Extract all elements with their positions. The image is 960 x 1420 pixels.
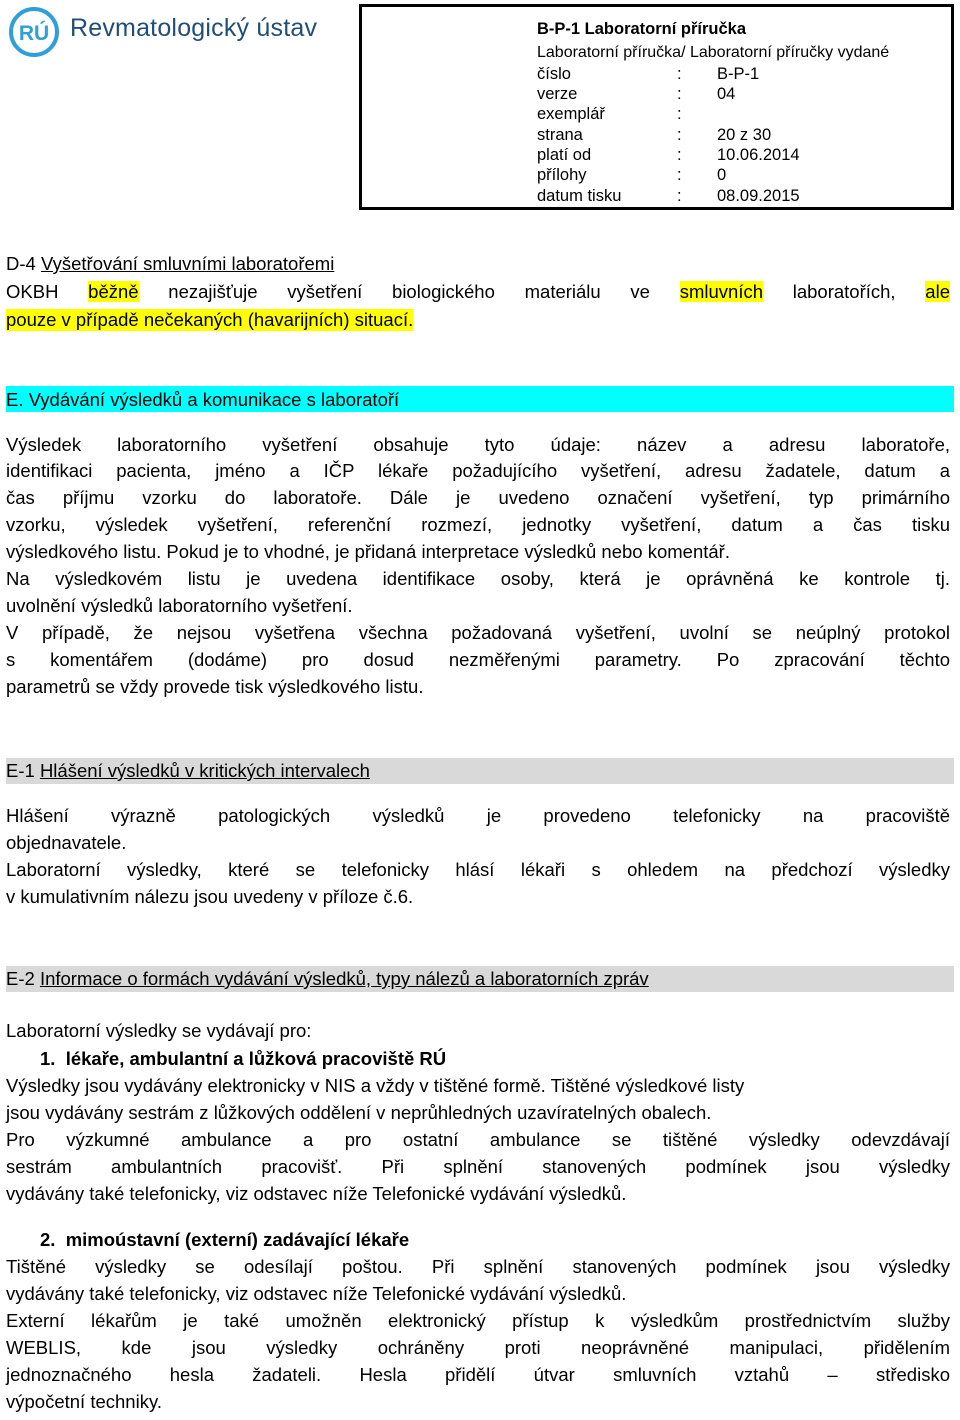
paragraph-line: Tištěné výsledky se odesílají poštou. Při splnění stanovených podmínek jsou výsledky [6,1256,950,1277]
paragraph-line: v kumulativním nálezu jsou uvedeny v příloze č.6. [6,886,414,907]
paragraph-line: s komentářem (dodáme) pro dosud nezměřenými parametry. Po zpracování těchto [6,649,950,670]
info-key: datum tisku [537,187,622,205]
paragraph-line: Externí lékařům je také umožněn elektronický přístup k výsledkům prostřednictvím služby [6,1310,950,1331]
logo [8,6,338,58]
paragraph-line: vzorku, výsledek vyšetření, referenční rozmezí, jednotky vyšetření, datum a čas tisku [6,514,950,535]
paragraph-line: výsledkového listu. Pokud je to vhodné, je přidaná interpretace výsledků nebo komentář. [6,541,730,562]
info-key: přílohy [537,166,587,184]
text-span: nezajišťuje vyšetření biologického materiálu ve [138,281,680,302]
info-sep: : [677,146,682,164]
paragraph-line: jsou vydávány sestrám z lůžkových oddělení v neprůhledných uzavíratelných obalech. [6,1102,712,1123]
highlighted-text: smluvních [679,281,763,302]
info-sep: : [677,166,682,184]
logo-text: Revmatologický ústav [70,14,318,42]
section-number: E. [6,389,24,410]
paragraph-line: identifikaci pacienta, jméno a IČP lékaře požadujícího vyšetření, adresu žadatele, datum a [6,460,950,481]
info-sep: : [677,126,682,144]
info-value: 04 [717,85,736,103]
info-value: 0 [717,166,727,184]
section-heading-e1 [6,760,370,782]
text-span: OKBH [6,281,89,302]
section-heading-d4 [6,253,334,275]
paragraph-line: V případě, že nejsou vyšetřena všechna požadovaná vyšetření, uvolní se neúplný protokol [6,622,950,643]
section-number: D-4 [6,253,41,274]
info-value: 20 z 30 [717,126,772,144]
info-sep: : [677,85,682,103]
section-heading-e2 [6,968,649,990]
paragraph-line: Pro výzkumné ambulance a pro ostatní ambulance se tištěné výsledky odevzdávají [6,1129,950,1150]
paragraph-line: Výsledek laboratorního vyšetření obsahuje tyto údaje: název a adresu laboratoře, [6,434,950,455]
paragraph-line: Laboratorní výsledky se vydávají pro: [6,1020,312,1041]
section-title: Vydávání výsledků a komunikace s laboratoří [23,389,400,410]
document-title: B-P-1 Laboratorní příručka [537,20,747,38]
ru-logo-icon [8,6,60,58]
info-sep: : [677,105,682,123]
text-span: laboratořích, [763,281,926,302]
section-title: Hlášení výsledků v kritických intervalech [39,760,370,781]
list-item-title: mimoústavní (externí) zadávající lékaře [65,1229,410,1250]
list-item-heading [40,1229,409,1251]
paragraph-line: Na výsledkovém listu je uvedena identifikace osoby, která je oprávněná ke kontrole tj. [6,568,950,589]
highlighted-text: ale [925,281,950,302]
paragraph-line: vydávány také telefonicky, viz odstavec níže Telefonické vydávání výsledků. [6,1183,627,1204]
paragraph-line: parametrů se vždy provede tisk výsledkového listu. [6,676,424,697]
section-title: Vyšetřování smluvními laboratořemi [40,253,335,274]
info-key: verze [537,85,578,103]
list-number: 1. [40,1048,56,1069]
info-key: platí od [537,146,592,164]
paragraph-line: jednoznačného hesla žadateli. Hesla přidělí útvar smluvních vztahů – středisko [6,1364,950,1385]
paragraph-line: Hlášení výrazně patologických výsledků je provedeno telefonicky na pracoviště [6,805,950,826]
info-sep: : [677,65,682,83]
document-info-box [359,4,954,210]
paragraph-line: čas příjmu vzorku do laboratoře. Dále je uvedeno označení vyšetření, typ primárního [6,487,950,508]
list-number: 2. [40,1229,56,1250]
highlighted-line: pouze v případě nečekaných (havarijních) situací. [6,309,414,330]
paragraph-line: Výsledky jsou vydávány elektronicky v NIS a vždy v tištěné formě. Tištěné výsledkové listy [6,1075,745,1096]
list-item-title: lékaře, ambulantní a lůžková pracoviště RÚ [65,1048,447,1069]
list-item-heading [40,1048,446,1070]
highlighted-text: běžně [88,281,139,302]
section-heading-e [6,389,399,411]
paragraph-line: sestrám ambulantních pracovišť. Při splnění stanovených podmínek jsou výsledky [6,1156,950,1177]
paragraph-line [6,281,950,303]
paragraph-line: výpočetní techniky. [6,1391,162,1412]
section-title: Informace o formách vydávání výsledků, typy nálezů a laboratorních zpráv [39,968,649,989]
section-number: E-1 [6,760,40,781]
info-value: B-P-1 [717,65,760,83]
section-number: E-2 [6,968,40,989]
info-value: 08.09.2015 [717,187,800,205]
logo-mark-text: RÚ [18,22,50,45]
info-key: exemplář [537,105,605,123]
paragraph-line: objednavatele. [6,832,127,853]
paragraph-line: vydávány také telefonicky, viz odstavec níže Telefonické vydávání výsledků. [6,1283,627,1304]
info-sep: : [677,187,682,205]
info-value: 10.06.2014 [717,146,800,164]
document-subtitle: Laboratorní příručka/ Laboratorní příručky vydané [537,44,890,61]
paragraph-line: WEBLIS, kde jsou výsledky ochráněny proti neoprávněné manipulaci, přidělením [6,1337,950,1358]
paragraph-line: uvolnění výsledků laboratorního vyšetření. [6,595,353,616]
paragraph-line: Laboratorní výsledky, které se telefonicky hlásí lékaři s ohledem na předchozí výsledky [6,859,950,880]
info-key: strana [537,126,583,144]
info-key: číslo [537,65,571,83]
